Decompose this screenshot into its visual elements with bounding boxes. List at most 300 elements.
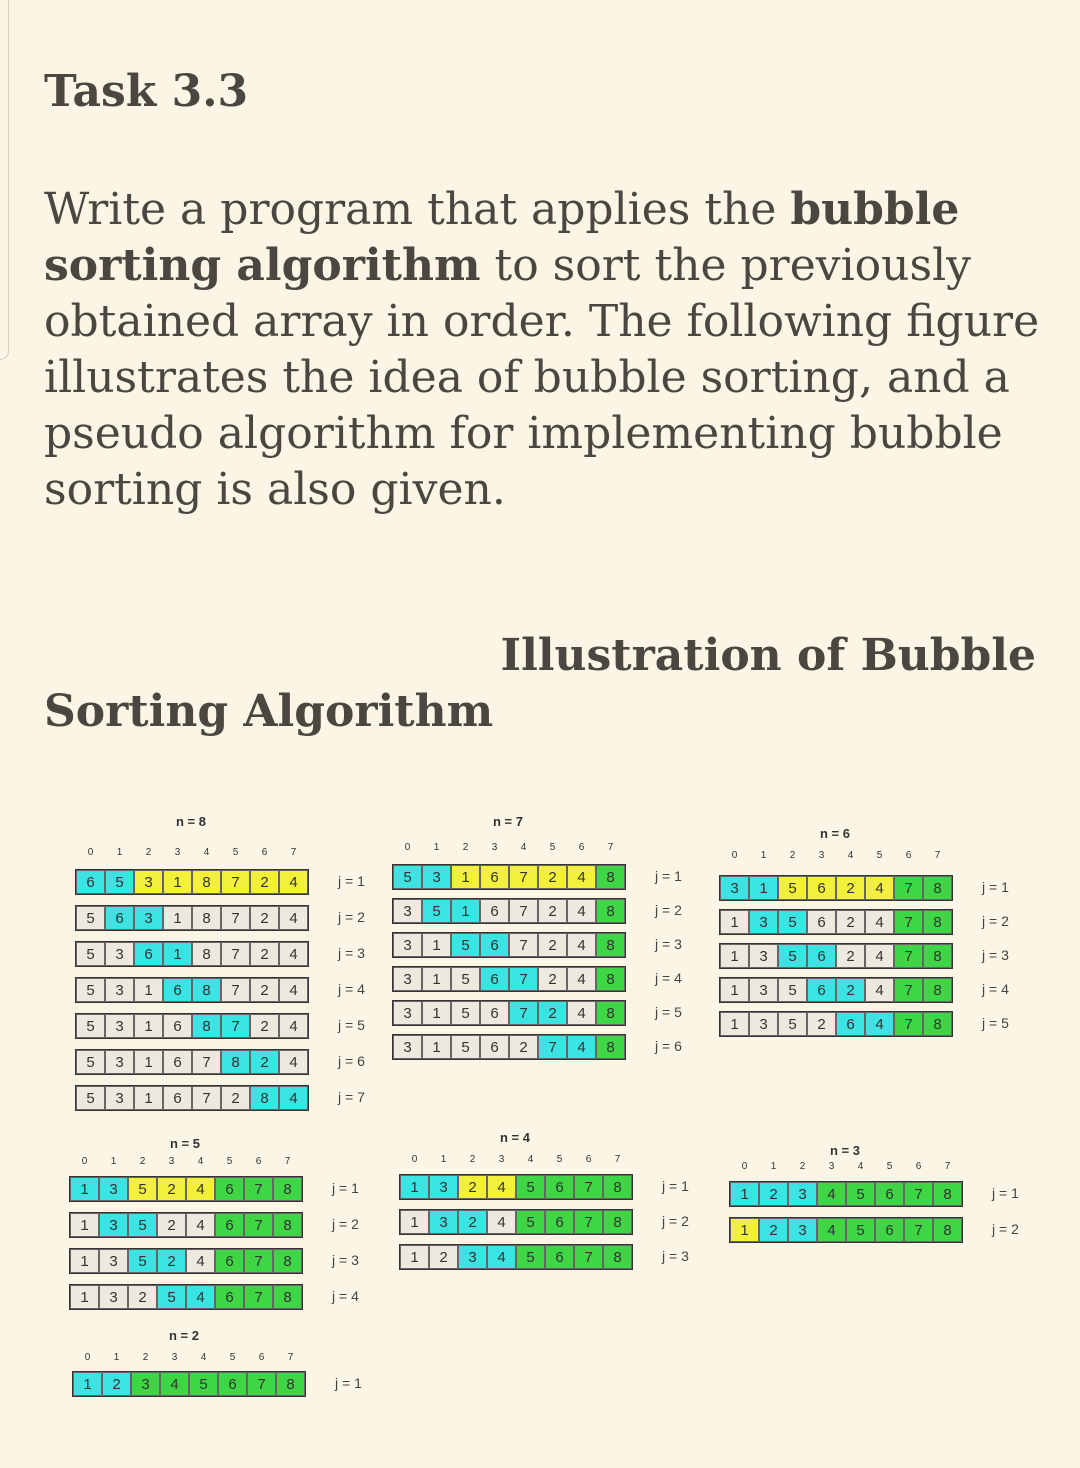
array-cell: 1 bbox=[163, 906, 192, 930]
array-cell: 7 bbox=[894, 1012, 923, 1036]
index-label: 1 bbox=[770, 1161, 777, 1172]
array-cell: 5 bbox=[128, 1249, 157, 1273]
array-cell: 6 bbox=[545, 1210, 574, 1234]
index-label: 2 bbox=[142, 1352, 149, 1363]
array-cell: 3 bbox=[749, 1012, 778, 1036]
array-cell: 8 bbox=[596, 865, 625, 889]
index-label: 4 bbox=[203, 847, 210, 858]
array-row bbox=[400, 1245, 632, 1269]
array-cell: 7 bbox=[574, 1175, 603, 1199]
array-cell: 6 bbox=[836, 1012, 865, 1036]
array-cell: 5 bbox=[778, 944, 807, 968]
array-cell: 6 bbox=[105, 906, 134, 930]
array-cell: 8 bbox=[250, 1086, 279, 1110]
array-cell: 4 bbox=[865, 876, 894, 900]
array-cell: 5 bbox=[76, 942, 105, 966]
index-label: 4 bbox=[527, 1154, 534, 1165]
array-cell: 1 bbox=[422, 967, 451, 991]
array-cell: 5 bbox=[451, 1035, 480, 1059]
array-cell: 4 bbox=[567, 899, 596, 923]
array-cell: 5 bbox=[451, 1001, 480, 1025]
index-label: 1 bbox=[116, 847, 123, 858]
array-cell: 7 bbox=[221, 906, 250, 930]
index-label: 3 bbox=[174, 847, 181, 858]
array-cell: 6 bbox=[545, 1175, 574, 1199]
array-cell: 7 bbox=[894, 944, 923, 968]
array-cell: 3 bbox=[105, 1086, 134, 1110]
index-label: 7 bbox=[284, 1156, 291, 1167]
array-cell: 7 bbox=[509, 1001, 538, 1025]
array-cell: 3 bbox=[788, 1182, 817, 1206]
index-label: 6 bbox=[905, 850, 912, 861]
array-cell: 1 bbox=[422, 1001, 451, 1025]
array-cell: 3 bbox=[749, 944, 778, 968]
array-cell: 3 bbox=[788, 1218, 817, 1242]
array-cell: 2 bbox=[538, 1001, 567, 1025]
array-cell: 1 bbox=[70, 1177, 99, 1201]
array-cell: 4 bbox=[186, 1177, 215, 1201]
array-cell: 8 bbox=[596, 933, 625, 957]
array-cell: 3 bbox=[105, 1050, 134, 1074]
array-cell: 5 bbox=[516, 1210, 545, 1234]
array-row bbox=[393, 865, 625, 889]
array-cell: 8 bbox=[923, 876, 952, 900]
array-cell: 5 bbox=[846, 1182, 875, 1206]
array-cell: 3 bbox=[720, 876, 749, 900]
array-cell: 7 bbox=[904, 1218, 933, 1242]
array-cell: 8 bbox=[192, 942, 221, 966]
array-cell: 6 bbox=[163, 1086, 192, 1110]
array-cell: 6 bbox=[163, 1050, 192, 1074]
array-cell: 3 bbox=[99, 1285, 128, 1309]
array-cell: 4 bbox=[186, 1213, 215, 1237]
index-label: 7 bbox=[614, 1154, 621, 1165]
array-cell: 7 bbox=[509, 967, 538, 991]
index-label: 7 bbox=[944, 1161, 951, 1172]
array-cell: 2 bbox=[807, 1012, 836, 1036]
array-cell: 7 bbox=[894, 910, 923, 934]
array-cell: 6 bbox=[807, 876, 836, 900]
array-cell: 1 bbox=[422, 933, 451, 957]
index-label: 2 bbox=[469, 1154, 476, 1165]
array-row bbox=[76, 906, 308, 930]
array-cell: 2 bbox=[250, 1050, 279, 1074]
array-row bbox=[70, 1177, 302, 1201]
task-description-bold: bubble sorting algorithm bbox=[44, 184, 960, 291]
array-cell: 7 bbox=[221, 1014, 250, 1038]
array-cell: 3 bbox=[458, 1245, 487, 1269]
array-cell: 4 bbox=[487, 1210, 516, 1234]
array-cell: 8 bbox=[933, 1218, 962, 1242]
array-cell: 2 bbox=[509, 1035, 538, 1059]
array-cell: 5 bbox=[76, 906, 105, 930]
array-cell: 8 bbox=[273, 1285, 302, 1309]
step-label: j = 3 bbox=[662, 1248, 689, 1264]
array-cell: 6 bbox=[807, 944, 836, 968]
array-cell: 1 bbox=[73, 1372, 102, 1396]
index-label: 2 bbox=[145, 847, 152, 858]
array-cell: 4 bbox=[279, 870, 308, 894]
array-cell: 6 bbox=[76, 870, 105, 894]
array-row bbox=[720, 978, 952, 1002]
array-cell: 6 bbox=[215, 1213, 244, 1237]
array-cell: 2 bbox=[458, 1175, 487, 1199]
array-cell: 2 bbox=[157, 1213, 186, 1237]
array-cell: 3 bbox=[134, 870, 163, 894]
index-label: 4 bbox=[200, 1352, 207, 1363]
index-label: 2 bbox=[139, 1156, 146, 1167]
array-cell: 4 bbox=[865, 1012, 894, 1036]
bubble-sort-figure bbox=[0, 790, 1080, 1430]
index-label: 0 bbox=[741, 1161, 748, 1172]
step-label: j = 2 bbox=[655, 902, 682, 918]
step-label: j = 2 bbox=[992, 1221, 1019, 1237]
panel-label: n = 4 bbox=[500, 1130, 530, 1145]
step-label: j = 1 bbox=[982, 879, 1009, 895]
array-cell: 8 bbox=[273, 1249, 302, 1273]
array-cell: 5 bbox=[105, 870, 134, 894]
array-cell: 2 bbox=[538, 899, 567, 923]
index-label: 5 bbox=[876, 850, 883, 861]
index-label: 5 bbox=[886, 1161, 893, 1172]
array-cell: 2 bbox=[128, 1285, 157, 1309]
array-cell: 7 bbox=[192, 1050, 221, 1074]
index-label: 5 bbox=[232, 847, 239, 858]
index-label: 0 bbox=[81, 1156, 88, 1167]
array-cell: 4 bbox=[567, 967, 596, 991]
index-label: 0 bbox=[731, 850, 738, 861]
index-label: 1 bbox=[760, 850, 767, 861]
array-row bbox=[720, 944, 952, 968]
array-cell: 6 bbox=[480, 899, 509, 923]
array-cell: 7 bbox=[509, 865, 538, 889]
step-label: j = 3 bbox=[332, 1252, 359, 1268]
index-label: 6 bbox=[255, 1156, 262, 1167]
array-cell: 1 bbox=[70, 1285, 99, 1309]
panel-label: n = 2 bbox=[169, 1328, 199, 1343]
array-cell: 4 bbox=[279, 906, 308, 930]
array-cell: 1 bbox=[400, 1245, 429, 1269]
index-label: 7 bbox=[607, 842, 614, 853]
array-cell: 7 bbox=[192, 1086, 221, 1110]
task-title: Task 3.3 bbox=[44, 66, 249, 117]
index-label: 3 bbox=[828, 1161, 835, 1172]
array-cell: 1 bbox=[163, 870, 192, 894]
index-label: 6 bbox=[915, 1161, 922, 1172]
array-cell: 6 bbox=[875, 1218, 904, 1242]
array-row bbox=[76, 1014, 308, 1038]
array-cell: 1 bbox=[422, 1035, 451, 1059]
array-cell: 8 bbox=[603, 1210, 632, 1234]
step-label: j = 4 bbox=[655, 970, 682, 986]
array-row bbox=[76, 870, 308, 894]
step-label: j = 1 bbox=[992, 1185, 1019, 1201]
step-label: j = 3 bbox=[655, 936, 682, 952]
array-row bbox=[76, 1050, 308, 1074]
index-label: 2 bbox=[799, 1161, 806, 1172]
array-cell: 5 bbox=[778, 876, 807, 900]
array-cell: 2 bbox=[157, 1249, 186, 1273]
array-cell: 2 bbox=[250, 942, 279, 966]
step-label: j = 1 bbox=[338, 873, 365, 889]
array-cell: 3 bbox=[99, 1213, 128, 1237]
array-cell: 2 bbox=[836, 910, 865, 934]
array-cell: 5 bbox=[76, 1086, 105, 1110]
array-cell: 1 bbox=[400, 1175, 429, 1199]
index-label: 6 bbox=[261, 847, 268, 858]
array-cell: 2 bbox=[836, 944, 865, 968]
array-cell: 7 bbox=[244, 1285, 273, 1309]
index-label: 3 bbox=[818, 850, 825, 861]
index-label: 2 bbox=[462, 842, 469, 853]
panel-label: n = 7 bbox=[493, 814, 523, 829]
index-label: 4 bbox=[520, 842, 527, 853]
array-row bbox=[393, 1001, 625, 1025]
array-cell: 3 bbox=[99, 1249, 128, 1273]
step-label: j = 2 bbox=[982, 913, 1009, 929]
array-cell: 6 bbox=[480, 1001, 509, 1025]
array-cell: 8 bbox=[923, 978, 952, 1002]
step-label: j = 6 bbox=[338, 1053, 365, 1069]
array-cell: 1 bbox=[720, 978, 749, 1002]
step-label: j = 4 bbox=[332, 1288, 359, 1304]
array-cell: 8 bbox=[923, 944, 952, 968]
array-cell: 6 bbox=[480, 865, 509, 889]
array-cell: 3 bbox=[393, 1001, 422, 1025]
array-cell: 1 bbox=[720, 944, 749, 968]
array-row bbox=[73, 1372, 305, 1396]
array-cell: 6 bbox=[163, 1014, 192, 1038]
array-cell: 2 bbox=[250, 978, 279, 1002]
array-cell: 8 bbox=[596, 1035, 625, 1059]
array-cell: 4 bbox=[279, 942, 308, 966]
array-cell: 8 bbox=[923, 910, 952, 934]
array-cell: 6 bbox=[480, 1035, 509, 1059]
index-label: 0 bbox=[411, 1154, 418, 1165]
array-cell: 7 bbox=[904, 1182, 933, 1206]
array-cell: 5 bbox=[76, 1014, 105, 1038]
array-cell: 8 bbox=[192, 906, 221, 930]
array-cell: 4 bbox=[279, 1014, 308, 1038]
index-label: 4 bbox=[197, 1156, 204, 1167]
figure-heading-line-2: Sorting Algorithm bbox=[44, 686, 494, 737]
array-cell: 3 bbox=[422, 865, 451, 889]
array-cell: 2 bbox=[836, 876, 865, 900]
array-cell: 1 bbox=[451, 865, 480, 889]
array-cell: 5 bbox=[157, 1285, 186, 1309]
array-cell: 5 bbox=[516, 1245, 545, 1269]
step-label: j = 1 bbox=[662, 1178, 689, 1194]
array-cell: 4 bbox=[186, 1285, 215, 1309]
array-cell: 3 bbox=[429, 1210, 458, 1234]
array-cell: 8 bbox=[596, 899, 625, 923]
array-cell: 8 bbox=[276, 1372, 305, 1396]
array-cell: 4 bbox=[865, 978, 894, 1002]
index-label: 0 bbox=[87, 847, 94, 858]
array-cell: 8 bbox=[192, 978, 221, 1002]
array-cell: 8 bbox=[603, 1175, 632, 1199]
index-label: 7 bbox=[290, 847, 297, 858]
panel-label: n = 8 bbox=[176, 814, 206, 829]
step-label: j = 2 bbox=[662, 1213, 689, 1229]
array-cell: 3 bbox=[105, 978, 134, 1002]
array-cell: 2 bbox=[759, 1218, 788, 1242]
array-cell: 5 bbox=[76, 978, 105, 1002]
array-cell: 1 bbox=[134, 1050, 163, 1074]
array-cell: 5 bbox=[128, 1213, 157, 1237]
array-cell: 1 bbox=[70, 1249, 99, 1273]
index-label: 1 bbox=[113, 1352, 120, 1363]
left-margin-rule bbox=[0, 0, 9, 360]
array-cell: 6 bbox=[218, 1372, 247, 1396]
array-row bbox=[393, 933, 625, 957]
array-row bbox=[400, 1175, 632, 1199]
array-cell: 1 bbox=[400, 1210, 429, 1234]
index-label: 3 bbox=[498, 1154, 505, 1165]
array-cell: 2 bbox=[429, 1245, 458, 1269]
array-cell: 1 bbox=[134, 1086, 163, 1110]
array-cell: 4 bbox=[567, 1035, 596, 1059]
array-row bbox=[76, 942, 308, 966]
step-label: j = 2 bbox=[332, 1216, 359, 1232]
array-cell: 5 bbox=[778, 1012, 807, 1036]
task-description-pre: Write a program that applies the bbox=[44, 184, 791, 235]
array-cell: 8 bbox=[273, 1213, 302, 1237]
array-row bbox=[70, 1213, 302, 1237]
array-cell: 5 bbox=[189, 1372, 218, 1396]
index-label: 6 bbox=[258, 1352, 265, 1363]
array-cell: 7 bbox=[221, 870, 250, 894]
array-cell: 6 bbox=[134, 942, 163, 966]
array-cell: 3 bbox=[393, 1035, 422, 1059]
array-cell: 7 bbox=[538, 1035, 567, 1059]
array-cell: 5 bbox=[451, 933, 480, 957]
array-cell: 7 bbox=[221, 942, 250, 966]
array-cell: 7 bbox=[244, 1213, 273, 1237]
array-cell: 6 bbox=[807, 910, 836, 934]
step-label: j = 5 bbox=[338, 1017, 365, 1033]
array-cell: 3 bbox=[134, 906, 163, 930]
array-cell: 2 bbox=[759, 1182, 788, 1206]
array-row bbox=[720, 1012, 952, 1036]
array-cell: 2 bbox=[836, 978, 865, 1002]
array-cell: 8 bbox=[596, 967, 625, 991]
array-cell: 3 bbox=[749, 910, 778, 934]
array-cell: 8 bbox=[221, 1050, 250, 1074]
array-cell: 6 bbox=[215, 1249, 244, 1273]
array-cell: 7 bbox=[894, 876, 923, 900]
array-cell: 7 bbox=[221, 978, 250, 1002]
array-row bbox=[70, 1285, 302, 1309]
array-cell: 8 bbox=[923, 1012, 952, 1036]
array-row bbox=[720, 876, 952, 900]
index-label: 3 bbox=[171, 1352, 178, 1363]
array-cell: 3 bbox=[105, 942, 134, 966]
array-cell: 8 bbox=[933, 1182, 962, 1206]
array-row bbox=[70, 1249, 302, 1273]
array-cell: 5 bbox=[422, 899, 451, 923]
array-cell: 4 bbox=[279, 1086, 308, 1110]
array-cell: 3 bbox=[429, 1175, 458, 1199]
step-label: j = 4 bbox=[982, 981, 1009, 997]
array-cell: 1 bbox=[134, 978, 163, 1002]
step-label: j = 1 bbox=[655, 868, 682, 884]
array-cell: 2 bbox=[102, 1372, 131, 1396]
array-cell: 5 bbox=[778, 910, 807, 934]
array-cell: 2 bbox=[458, 1210, 487, 1234]
array-cell: 8 bbox=[192, 1014, 221, 1038]
array-cell: 4 bbox=[279, 1050, 308, 1074]
array-cell: 7 bbox=[247, 1372, 276, 1396]
array-cell: 4 bbox=[186, 1249, 215, 1273]
array-cell: 2 bbox=[157, 1177, 186, 1201]
array-cell: 7 bbox=[244, 1249, 273, 1273]
index-label: 6 bbox=[585, 1154, 592, 1165]
array-cell: 6 bbox=[480, 933, 509, 957]
array-cell: 2 bbox=[538, 933, 567, 957]
array-cell: 5 bbox=[516, 1175, 545, 1199]
array-cell: 5 bbox=[393, 865, 422, 889]
array-cell: 4 bbox=[279, 978, 308, 1002]
array-cell: 4 bbox=[487, 1175, 516, 1199]
index-label: 5 bbox=[556, 1154, 563, 1165]
array-cell: 7 bbox=[574, 1210, 603, 1234]
array-cell: 6 bbox=[807, 978, 836, 1002]
array-cell: 6 bbox=[215, 1285, 244, 1309]
array-cell: 8 bbox=[192, 870, 221, 894]
array-cell: 7 bbox=[574, 1245, 603, 1269]
index-label: 0 bbox=[84, 1352, 91, 1363]
array-cell: 4 bbox=[817, 1182, 846, 1206]
step-label: j = 3 bbox=[982, 947, 1009, 963]
array-cell: 3 bbox=[393, 967, 422, 991]
array-cell: 8 bbox=[273, 1177, 302, 1201]
index-label: 1 bbox=[440, 1154, 447, 1165]
array-cell: 3 bbox=[393, 899, 422, 923]
index-label: 5 bbox=[226, 1156, 233, 1167]
array-cell: 6 bbox=[163, 978, 192, 1002]
array-cell: 3 bbox=[749, 978, 778, 1002]
step-label: j = 2 bbox=[338, 909, 365, 925]
array-cell: 3 bbox=[131, 1372, 160, 1396]
array-cell: 1 bbox=[163, 942, 192, 966]
array-cell: 1 bbox=[730, 1218, 759, 1242]
array-cell: 5 bbox=[451, 967, 480, 991]
array-cell: 6 bbox=[215, 1177, 244, 1201]
step-label: j = 6 bbox=[655, 1038, 682, 1054]
task-description bbox=[44, 182, 1044, 518]
array-row bbox=[76, 1086, 308, 1110]
array-cell: 6 bbox=[480, 967, 509, 991]
array-cell: 4 bbox=[567, 1001, 596, 1025]
step-label: j = 1 bbox=[332, 1180, 359, 1196]
array-cell: 7 bbox=[509, 899, 538, 923]
array-cell: 5 bbox=[846, 1218, 875, 1242]
array-cell: 4 bbox=[865, 944, 894, 968]
step-label: j = 7 bbox=[338, 1089, 365, 1105]
index-label: 1 bbox=[110, 1156, 117, 1167]
index-label: 3 bbox=[491, 842, 498, 853]
array-cell: 7 bbox=[894, 978, 923, 1002]
array-cell: 1 bbox=[70, 1213, 99, 1237]
array-cell: 4 bbox=[487, 1245, 516, 1269]
array-cell: 3 bbox=[99, 1177, 128, 1201]
panel-label: n = 5 bbox=[170, 1136, 200, 1151]
step-label: j = 3 bbox=[338, 945, 365, 961]
array-row bbox=[76, 978, 308, 1002]
array-cell: 1 bbox=[720, 1012, 749, 1036]
index-label: 7 bbox=[287, 1352, 294, 1363]
